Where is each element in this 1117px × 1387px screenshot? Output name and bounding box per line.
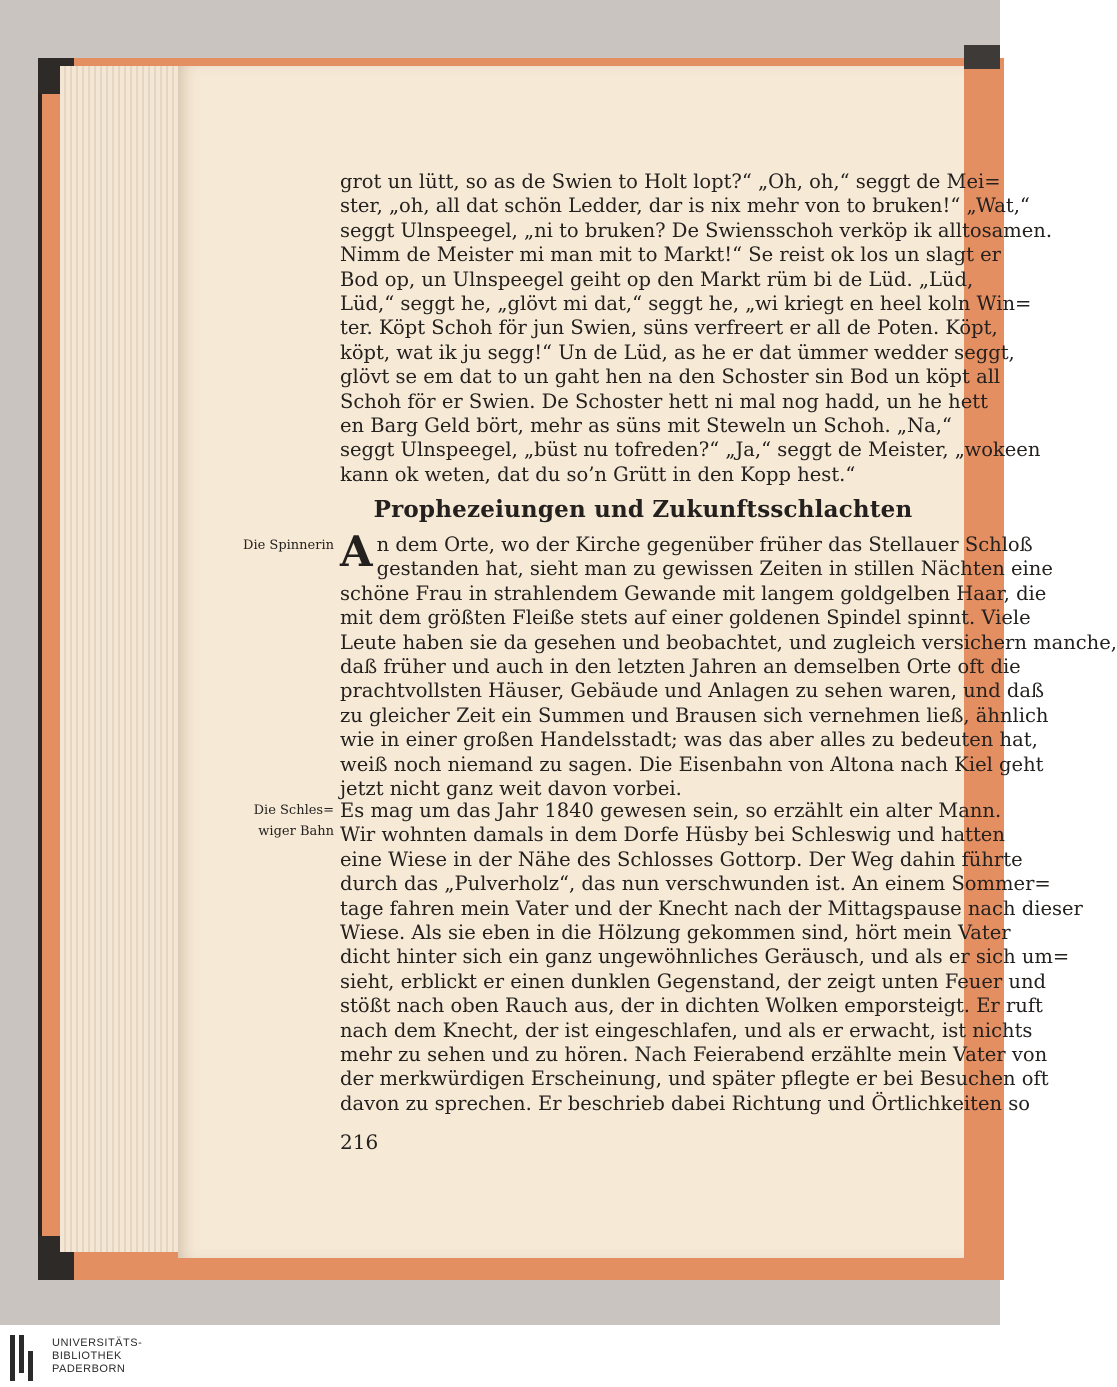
text-line: tage fahren mein Vater und der Knecht nach der Mittagspause nach dieser [340,896,1083,920]
text-line: Lüd,“ seggt he, „glövt mi dat,“ seggt he, „wi kriegt en heel koln Win= [340,292,1032,316]
text-line: grot un lütt, so as de Swien to Holt lopt?“ „Oh, oh,“ seggt de Mei= [340,170,1001,193]
text-line: weiß noch niemand zu sagen. Die Eisenbahn von Altona nach Kiel geht [340,752,1044,776]
text-line: daß früher und auch in den letzten Jahren an demselben Orte oft die [340,655,1021,679]
text-line: kann ok weten, dat du so’n Grütt in den Kopp hest.“ [340,462,856,486]
drop-cap: A [340,527,373,576]
library-logo-mark-icon [10,1335,40,1381]
text-line: Schoh för er Swien. De Schoster hett ni mal nog hadd, un he hett [340,389,988,413]
text-line: eine Wiese in der Nähe des Schlosses Gottorp. Der Weg dahin führte [340,847,1023,871]
text-line: seggt Ulnspeegel, „ni to bruken? De Swiensschoh verköp ik alltosamen. [340,218,1053,242]
text-line: stößt nach oben Rauch aus, der in dichten Wolken emporsteigt. Er ruft [340,994,1043,1018]
text-line: gestanden hat, sieht man zu gewissen Zeiten in stillen Nächten eine [376,557,1053,581]
text-line: mehr zu sehen und zu hören. Nach Feierabend erzählte mein Vater von [340,1043,1048,1067]
library-logo-text [52,1337,142,1376]
text-line: Leute haben sie da gesehen und beobachtet, und zugleich versichern manche, [340,630,1117,654]
text-line: ster, „oh, all dat schön Ledder, dar is nix mehr von to bruken!“ „Wat,“ [340,194,1030,218]
text-line: n dem Orte, wo der Kirche gegenüber früher das Stellauer Schloß [376,533,1033,556]
text-line: prachtvollsten Häuser, Gebäude und Anlagen zu sehen waren, und daß [340,679,1045,703]
text-line: sieht, erblickt er einen dunklen Gegenstand, der zeigt unten Feuer und [340,969,1046,993]
text-line: köpt, wat ik ju segg!“ Un de Lüd, as he er dat ümmer wedder seggt, [340,340,1015,364]
logo-line: BIBLIOTHEK [52,1350,122,1362]
bahn-paragraph [340,799,1083,1116]
text-line: mit dem größten Fleiße stets auf einer goldenen Spindel spinnt. Viele [340,606,1031,630]
page-edges [60,66,180,1252]
text-line: jetzt nicht ganz weit davon vorbei. [340,777,682,801]
section-heading: Prophezeiungen und Zukunftsschlachten [373,496,913,523]
text-line: schöne Frau in strahlendem Gewande mit langem goldgelben Haar, die [340,581,1047,605]
margin-note-spinnerin: Die Spinnerin [243,538,334,553]
text-line: wie in einer großen Handelsstadt; was das aber alles zu bedeuten hat, [340,728,1038,752]
text-line: davon zu sprechen. Er beschrieb dabei Richtung und Örtlichkeiten so [340,1091,1030,1115]
margin-note-bahn: wiger Bahn [258,824,334,839]
text-line: glövt se em dat to un gaht hen na den Schoster sin Bod un köpt all [340,365,1001,389]
page-number: 216 [340,1130,379,1154]
text-line: Nimm de Meister mi man mit to Markt!“ Se reist ok los un slagt er [340,243,1001,267]
text-line: Wir wohnten damals in dem Dorfe Hüsby bei Schleswig und hatten [340,823,1005,847]
spinnerin-paragraph [340,527,1117,801]
text-line: Wiese. Als sie eben in die Hölzung gekommen sind, hört mein Vater [340,921,1011,945]
text-line: seggt Ulnspeegel, „büst nu tofreden?“ „Ja,“ seggt de Meister, „wokeen [340,438,1041,462]
text-line: dicht hinter sich ein ganz ungewöhnliches Geräusch, und als er sich um= [340,945,1070,969]
text-line: der merkwürdigen Erscheinung, und später pflegte er bei Besuchen oft [340,1067,1049,1091]
text-line: ter. Köpt Schoh för jun Swien, süns verfreert er all de Poten. Köpt, [340,316,998,340]
margin-note-bahn: Die Schles= [253,803,334,818]
text-line: Bod op, un Ulnspeegel geiht op den Markt rüm bi de Lüd. „Lüd, [340,267,974,291]
text-line: nach dem Knecht, der ist eingeschlafen, und als er erwacht, ist nichts [340,1018,1033,1042]
cover-right-band [964,45,1000,69]
text-line: Es mag um das Jahr 1840 gewesen sein, so erzählt ein alter Mann. [340,799,1002,822]
text-line: durch das „Pulverholz“, das nun verschwunden ist. An einem Sommer= [340,872,1051,896]
text-line: en Barg Geld bört, mehr as süns mit Steweln un Schoh. „Na,“ [340,414,952,438]
top-paragraph [340,170,1053,487]
logo-line: UNIVERSITÄTS- [52,1337,143,1349]
library-logo [10,1335,170,1381]
text-line: zu gleicher Zeit ein Summen und Brausen sich vernehmen ließ, ähnlich [340,703,1049,727]
logo-line: PADERBORN [52,1363,126,1375]
